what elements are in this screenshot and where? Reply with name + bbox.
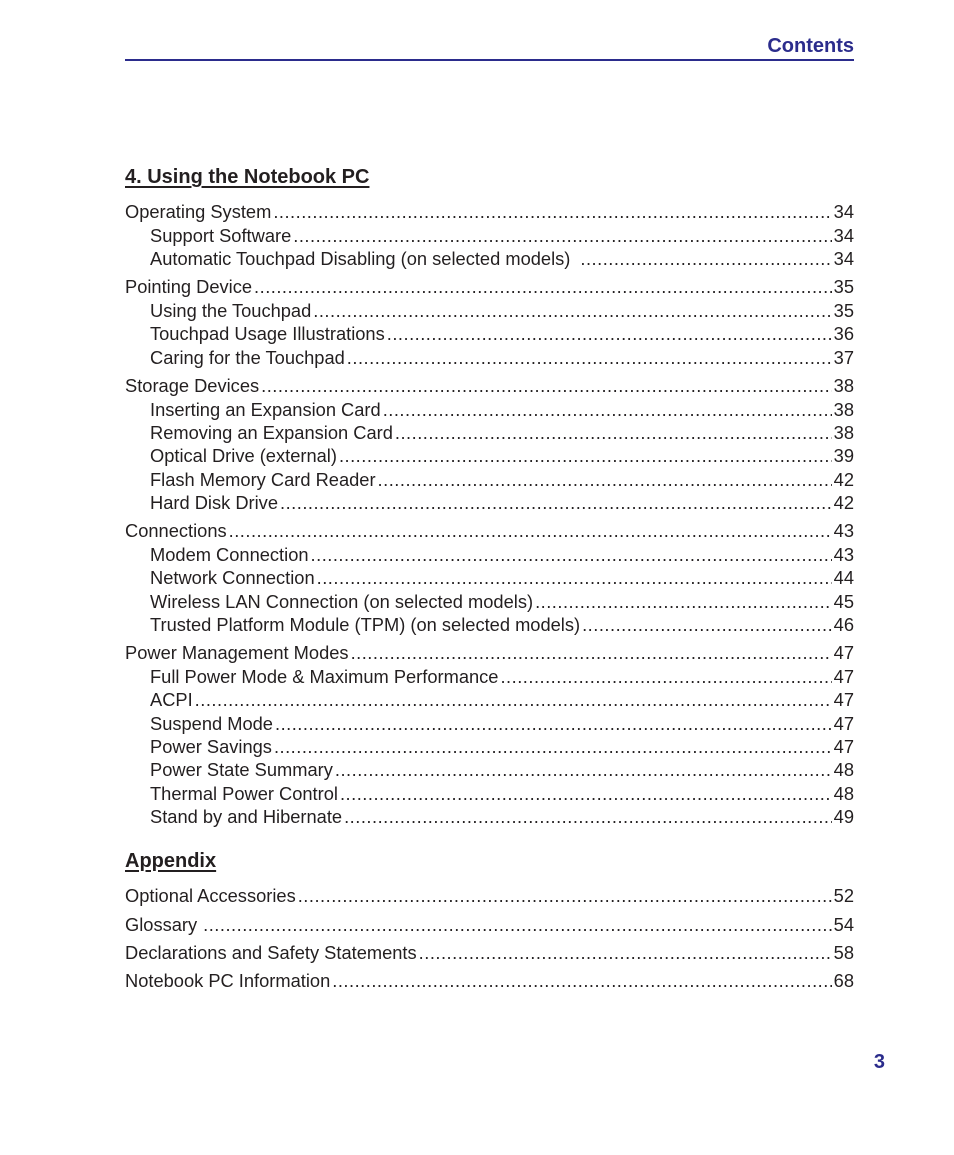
toc-entry-label: Power Management Modes <box>125 642 349 663</box>
toc-entry[interactable] <box>150 347 854 369</box>
toc-entry[interactable] <box>150 399 854 421</box>
toc-entry-page: 47 <box>833 666 854 687</box>
toc-entry-page: 42 <box>833 492 854 513</box>
toc-entry-label: Connections <box>125 520 227 541</box>
toc-entry[interactable] <box>150 323 854 345</box>
page-number: 3 <box>873 1051 885 1073</box>
toc-entry-label: Wireless LAN Connection (on selected models) <box>150 591 534 612</box>
toc-leader <box>383 399 832 421</box>
toc-entry[interactable] <box>150 591 854 613</box>
toc-entry-label: Network Connection <box>150 567 315 588</box>
toc-leader <box>254 276 832 298</box>
toc-entry-label: Optional Accessories <box>125 885 296 906</box>
toc-entry-label: Glossary <box>125 914 198 935</box>
toc-entry-label: Inserting an Expansion Card <box>150 399 381 420</box>
toc-entry[interactable] <box>150 445 854 467</box>
toc-entry-page: 34 <box>833 248 854 269</box>
toc-entry-label: Modem Connection <box>150 544 309 565</box>
toc-entry-label: Power State Summary <box>150 759 333 780</box>
toc-leader <box>419 942 832 964</box>
toc-entry-label: Caring for the Touchpad <box>150 347 345 368</box>
toc-leader <box>229 520 832 542</box>
toc-entry-label: Removing an Expansion Card <box>150 422 393 443</box>
toc-leader <box>351 642 832 664</box>
toc-leader <box>340 783 832 805</box>
toc-entry[interactable] <box>125 914 854 936</box>
toc-entry-label: Pointing Device <box>125 276 253 297</box>
toc-leader <box>339 445 832 467</box>
toc-leader <box>311 544 832 566</box>
toc-leader <box>313 300 831 322</box>
toc-entry[interactable] <box>150 759 854 781</box>
toc-entry[interactable] <box>150 736 854 758</box>
toc-entry[interactable] <box>125 520 854 542</box>
toc-entry-page: 46 <box>833 614 854 635</box>
toc-entry-page: 39 <box>833 445 854 466</box>
toc-leader <box>580 248 831 270</box>
toc-leader <box>344 806 832 828</box>
toc-entry-page: 52 <box>833 885 854 906</box>
toc-leader <box>195 689 832 711</box>
toc-entry-label: Operating System <box>125 201 272 222</box>
toc-leader <box>387 323 832 345</box>
toc-entry-page: 38 <box>833 422 854 443</box>
toc-entry-page: 47 <box>833 713 854 734</box>
toc-entry-page: 44 <box>833 567 854 588</box>
toc-leader <box>261 375 832 397</box>
toc-leader <box>395 422 832 444</box>
toc-entry-page: 48 <box>833 783 854 804</box>
toc-entry[interactable] <box>150 544 854 566</box>
toc-leader <box>293 225 831 247</box>
toc-leader <box>347 347 832 369</box>
toc-entry[interactable] <box>150 422 854 444</box>
toc-entry-label: Flash Memory Card Reader <box>150 469 376 490</box>
toc-entry-label: Thermal Power Control <box>150 783 338 804</box>
toc-entry[interactable] <box>125 942 854 964</box>
toc-entry-label: Suspend Mode <box>150 713 273 734</box>
toc-entry-label: Hard Disk Drive <box>150 492 278 513</box>
toc-entry[interactable] <box>150 689 854 711</box>
toc-entry[interactable] <box>150 469 854 491</box>
toc-entry-page: 48 <box>833 759 854 780</box>
toc-entry-label: Storage Devices <box>125 375 260 396</box>
toc-entry-label: Automatic Touchpad Disabling (on selected models) <box>150 248 571 269</box>
toc-leader <box>275 713 832 735</box>
toc-entry[interactable] <box>125 201 854 223</box>
toc-entry-label: Power Savings <box>150 736 272 757</box>
toc-entry-page: 43 <box>833 520 854 541</box>
toc-entry-page: 58 <box>833 942 854 963</box>
toc-entry[interactable] <box>125 276 854 298</box>
toc-entry[interactable] <box>150 806 854 828</box>
toc-entry-page: 43 <box>833 544 854 565</box>
toc-entry[interactable] <box>125 970 854 992</box>
section-heading-using-notebook: 4. Using the Notebook PC <box>125 166 370 188</box>
toc-entry-page: 36 <box>833 323 854 344</box>
toc-entry-label: Using the Touchpad <box>150 300 312 321</box>
toc-entry-page: 54 <box>833 914 854 935</box>
toc-entry-label: ACPI <box>150 689 193 710</box>
toc-entry-page: 35 <box>833 300 854 321</box>
toc-entry[interactable] <box>150 666 854 688</box>
toc-entry-page: 38 <box>833 399 854 420</box>
toc-entry-page: 34 <box>833 201 854 222</box>
toc-entry[interactable] <box>150 713 854 735</box>
toc-entry-page: 42 <box>833 469 854 490</box>
toc-leader <box>378 469 832 491</box>
toc-entry[interactable] <box>150 783 854 805</box>
toc-entry[interactable] <box>150 614 854 636</box>
toc-entry[interactable] <box>150 300 854 322</box>
header-title: Contents <box>767 35 854 57</box>
toc-leader <box>298 885 832 907</box>
toc-entry[interactable] <box>150 492 854 514</box>
toc-entry-page: 68 <box>833 970 854 991</box>
toc-entry-page: 38 <box>833 375 854 396</box>
toc-entry-label: Declarations and Safety Statements <box>125 942 417 963</box>
toc-entry-label: Trusted Platform Module (TPM) (on selected models) <box>150 614 581 635</box>
toc-leader <box>273 201 831 223</box>
toc-leader <box>335 759 832 781</box>
toc-entry[interactable] <box>150 248 854 270</box>
toc-entry-page: 47 <box>833 642 854 663</box>
toc-entry-label: Touchpad Usage Illustrations <box>150 323 385 344</box>
table-of-contents <box>125 0 854 1155</box>
toc-entry-label: Support Software <box>150 225 292 246</box>
toc-leader <box>274 736 832 758</box>
toc-leader <box>280 492 832 514</box>
toc-leader <box>535 591 832 613</box>
toc-entry[interactable] <box>125 885 854 907</box>
toc-leader <box>203 914 832 936</box>
toc-entry-page: 34 <box>833 225 854 246</box>
toc-leader <box>500 666 831 688</box>
toc-entry-page: 47 <box>833 689 854 710</box>
toc-entry[interactable] <box>125 642 854 664</box>
toc-entry-page: 45 <box>833 591 854 612</box>
toc-entry[interactable] <box>150 567 854 589</box>
toc-leader <box>582 614 832 636</box>
toc-entry-label: Notebook PC Information <box>125 970 331 991</box>
toc-leader <box>317 567 832 589</box>
toc-entry-page: 35 <box>833 276 854 297</box>
toc-entry-label: Stand by and Hibernate <box>150 806 343 827</box>
toc-entry[interactable] <box>150 225 854 247</box>
toc-entry-label: Optical Drive (external) <box>150 445 337 466</box>
section-heading-appendix: Appendix <box>125 850 217 872</box>
toc-leader <box>332 970 831 992</box>
toc-entry-page: 47 <box>833 736 854 757</box>
toc-entry-label: Full Power Mode & Maximum Performance <box>150 666 499 687</box>
toc-entry-page: 37 <box>833 347 854 368</box>
toc-entry[interactable] <box>125 375 854 397</box>
toc-entry-page: 49 <box>833 806 854 827</box>
